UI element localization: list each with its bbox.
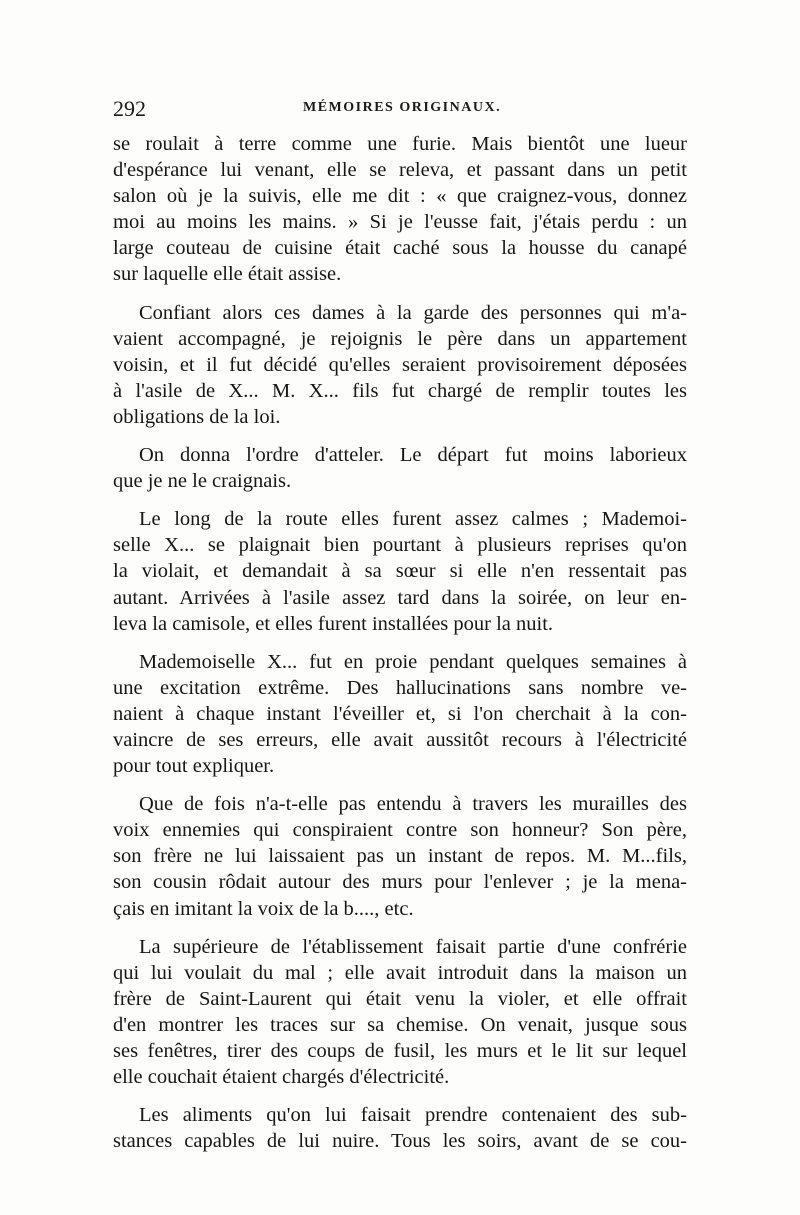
text-line: sur laquelle elle était assise. <box>113 263 342 286</box>
text-line: stances capables de lui nuire. Tous les soirs, avant de se cou- <box>113 1130 687 1153</box>
text-line: d'en montrer les traces sur sa chemise. On venait, jusque sous <box>113 1013 687 1036</box>
text-line: leva la camisole, et elles furent installées pour la nuit. <box>113 612 554 635</box>
text-line: On donna l'ordre d'atteler. Le départ fut moins laborieux <box>139 444 687 467</box>
text-line: son cousin rôdait autour des murs pour l'enlever ; je la mena- <box>113 871 687 894</box>
text-line: à l'asile de X... M. X... fils fut chargé de remplir toutes les <box>113 379 687 402</box>
text-line: elle couchait étaient chargés d'électricité. <box>113 1066 450 1089</box>
text-line: Les aliments qu'on lui faisait prendre contenaient des sub- <box>139 1104 687 1127</box>
text-line: selle X... se plaignait bien pourtant à plusieurs reprises qu'on <box>113 534 687 557</box>
text-line: Confiant alors ces dames à la garde des personnes qui m'a- <box>139 301 687 324</box>
text-line: vaient accompagné, je rejoignis le père dans un appartement <box>113 327 687 350</box>
running-head <box>113 96 687 126</box>
text-line: La supérieure de l'établissement faisait partie d'une confrérie <box>139 935 687 958</box>
text-line: çais en imitant la voix de la b...., etc. <box>113 897 414 920</box>
text-line: Le long de la route elles furent assez calmes ; Mademoi- <box>139 508 687 531</box>
text-line: son frère ne lui laissaient pas un instant de repos. M. M...fils, <box>113 845 687 868</box>
paragraph <box>113 506 687 636</box>
text-line: voisin, et il fut décidé qu'elles seraient provisoirement déposées <box>113 353 687 376</box>
paragraph <box>113 934 687 1091</box>
body-text <box>113 131 687 1154</box>
text-line: moi au moins les mains. » Si je l'eusse fait, j'étais perdu : un <box>113 211 687 234</box>
text-line: Mademoiselle X... fut en proie pendant quelques semaines à <box>139 650 687 673</box>
text-line: ses fenêtres, tirer des coups de fusil, les murs et le lit sur lequel <box>113 1040 687 1062</box>
paragraph <box>113 791 687 921</box>
text-line: la violait, et demandait à sa sœur si elle n'en ressentait pas <box>113 560 687 583</box>
paragraph <box>113 300 687 430</box>
text-line: que je ne le craignais. <box>113 470 292 493</box>
text-line: qui lui voulait du mal ; elle avait introduit dans la maison un <box>113 961 687 984</box>
text-line: Que de fois n'a-t-elle pas entendu à travers les murailles des <box>139 793 687 816</box>
text-line: salon où je la suivis, elle me dit : « que craignez-vous, donnez <box>113 185 687 208</box>
text-line: voix ennemies qui conspiraient contre son honneur? Son père, <box>113 819 687 842</box>
running-title: MÉMOIRES ORIGINAUX. <box>303 100 502 115</box>
text-line: une excitation extrême. Des hallucinations sans nombre ve- <box>113 676 687 699</box>
paragraph <box>113 131 687 288</box>
text-line: large couteau de cuisine était caché sous la housse du canapé <box>113 237 687 260</box>
paragraph <box>113 1102 687 1154</box>
text-line: obligations de la loi. <box>113 405 281 428</box>
text-line: pour tout expliquer. <box>113 755 275 778</box>
text-line: vaincre de ses erreurs, elle avait aussitôt recours à l'électricité <box>113 728 687 751</box>
paragraph <box>113 649 687 779</box>
text-line: naient à chaque instant l'éveiller et, si l'on cherchait à la con- <box>113 702 687 725</box>
text-line: d'espérance lui venant, elle se releva, et passant dans un petit <box>113 159 687 182</box>
text-line: autant. Arrivées à l'asile assez tard dans la soirée, on leur en- <box>113 586 687 609</box>
paragraph <box>113 442 687 494</box>
text-line: frère de Saint-Laurent qui était venu la violer, et elle offrait <box>113 987 687 1010</box>
text-line: se roulait à terre comme une furie. Mais bientôt une lueur <box>113 133 687 155</box>
page-number: 292 <box>113 96 146 121</box>
